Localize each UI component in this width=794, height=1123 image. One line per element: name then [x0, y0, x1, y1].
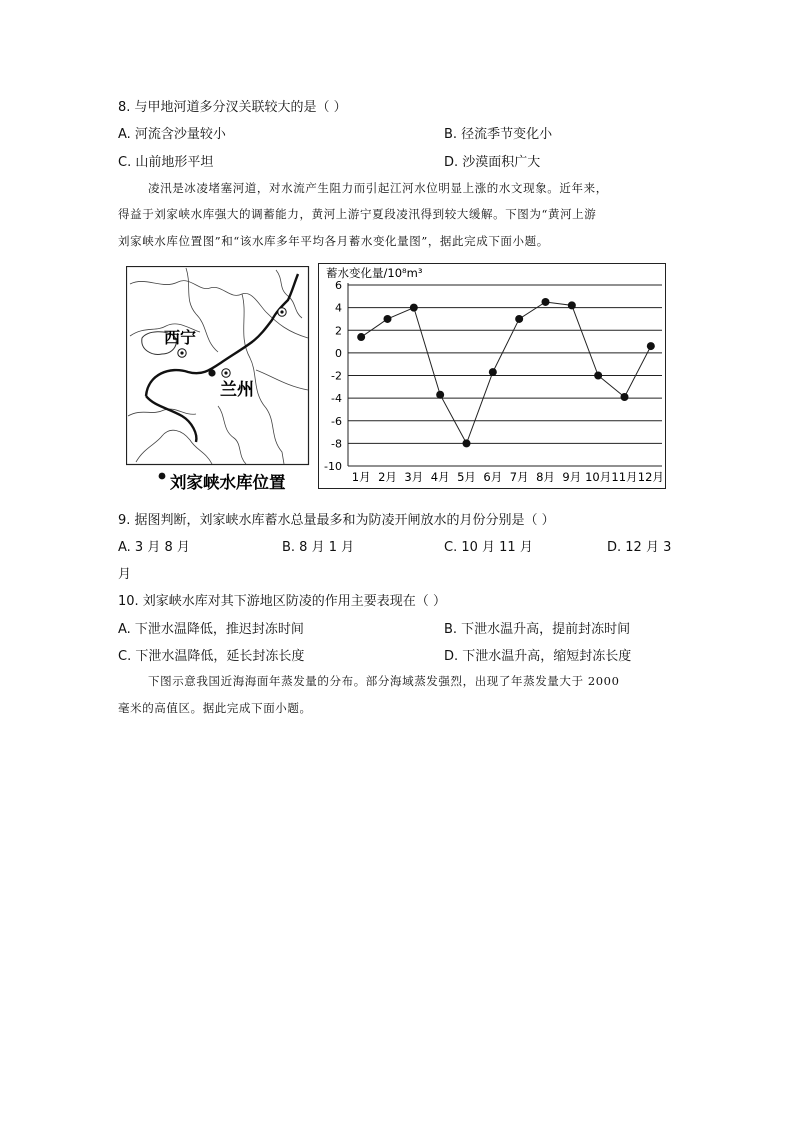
y-tick-label: -6 [331, 414, 342, 428]
q9-option-d-wrap: 月 [118, 567, 132, 582]
passage1-line-2: 得益于刘家峡水库强大的调蓄能力，黄河上游宁夏段凌汛得到较大缓解。下图为“黄河上游 [118, 207, 597, 221]
q8-stem: 8. 与甲地河道多分汊关联较大的是（ ） [118, 100, 347, 115]
q8-option-d: D. 沙漠面积广大 [444, 155, 541, 170]
q10-option-b: B. 下泄水温升高，提前封冻时间 [444, 622, 631, 637]
reservoir-location-map [126, 266, 310, 494]
y-tick-label: -10 [324, 460, 342, 473]
data-point [436, 391, 444, 399]
data-point [463, 439, 471, 447]
q10-option-a: A. 下泄水温降低，推迟封冻时间 [118, 622, 304, 637]
storage-change-chart [318, 263, 666, 489]
x-tick-label: 4月 [430, 470, 450, 484]
x-tick-label: 1月 [351, 470, 371, 484]
x-tick-label: 3月 [404, 470, 424, 484]
q9-option-b: B. 8 月 1 月 [282, 540, 355, 555]
q8-option-a: A. 河流含沙量较小 [118, 127, 226, 142]
x-tick-label: 8月 [536, 470, 555, 484]
q10-option-d: D. 下泄水温升高，缩短封冻长度 [444, 649, 632, 664]
data-point [542, 298, 550, 306]
data-point [357, 333, 365, 341]
data-point [594, 372, 602, 380]
y-tick-label: -8 [331, 437, 342, 451]
q9-stem: 9. 据图判断，刘家峡水库蓄水总量最多和为防凌开闸放水的月份分别是（ ） [118, 513, 555, 528]
data-point [410, 304, 418, 312]
y-tick-label: 4 [335, 301, 342, 315]
y-tick-label: -4 [331, 392, 342, 406]
q10-option-c: C. 下泄水温降低，延长封冻长度 [118, 649, 305, 664]
q9-option-c: C. 10 月 11 月 [444, 540, 533, 555]
x-tick-label: 5月 [457, 470, 476, 484]
x-tick-label: 9月 [562, 470, 582, 484]
y-tick-label: 2 [335, 324, 342, 338]
x-tick-label: 11月 [611, 470, 638, 484]
chart-title: 蓄水变化量/10⁸m³ [326, 266, 423, 280]
data-point [621, 393, 629, 401]
data-point [568, 301, 576, 309]
q8-option-c: C. 山前地形平坦 [118, 155, 214, 170]
q10-stem: 10. 刘家峡水库对其下游地区防凌的作用主要表现在（ ） [118, 594, 446, 609]
q9-option-a: A. 3 月 8 月 [118, 540, 190, 555]
data-point [384, 315, 392, 323]
x-tick-label: 2月 [378, 470, 397, 484]
data-point [515, 315, 523, 323]
passage2-line-1: 下图示意我国近海海面年蒸发量的分布。部分海域蒸发强烈，出现了年蒸发量大于 2000 [148, 674, 620, 688]
y-tick-label: 6 [335, 279, 342, 292]
map-city-lanzhou: 兰州 [220, 380, 254, 400]
x-tick-label: 7月 [509, 470, 529, 484]
q9-option-d: D. 12 月 3 [607, 540, 672, 555]
data-point [647, 342, 655, 350]
data-point [489, 368, 497, 376]
passage1-line-3: 刘家峡水库位置图”和“该水库多年平均各月蓄水变化量图”，据此完成下面小题。 [118, 234, 549, 248]
q8-option-b: B. 径流季节变化小 [444, 127, 553, 142]
map-city-xining: 西宁 [164, 328, 197, 347]
x-tick-label: 6月 [483, 470, 503, 484]
map-caption: 刘家峡水库位置 [170, 473, 286, 492]
x-tick-label: 12月 [637, 470, 664, 484]
passage2-line-2: 毫米的高值区。据此完成下面小题。 [118, 701, 312, 715]
y-tick-label: -2 [331, 369, 342, 383]
x-tick-label: 10月 [585, 470, 612, 484]
y-tick-label: 0 [335, 346, 342, 360]
passage1-line-1: 凌汛是冰凌堵塞河道，对水流产生阻力而引起江河水位明显上涨的水文现象。近年来， [148, 181, 608, 195]
